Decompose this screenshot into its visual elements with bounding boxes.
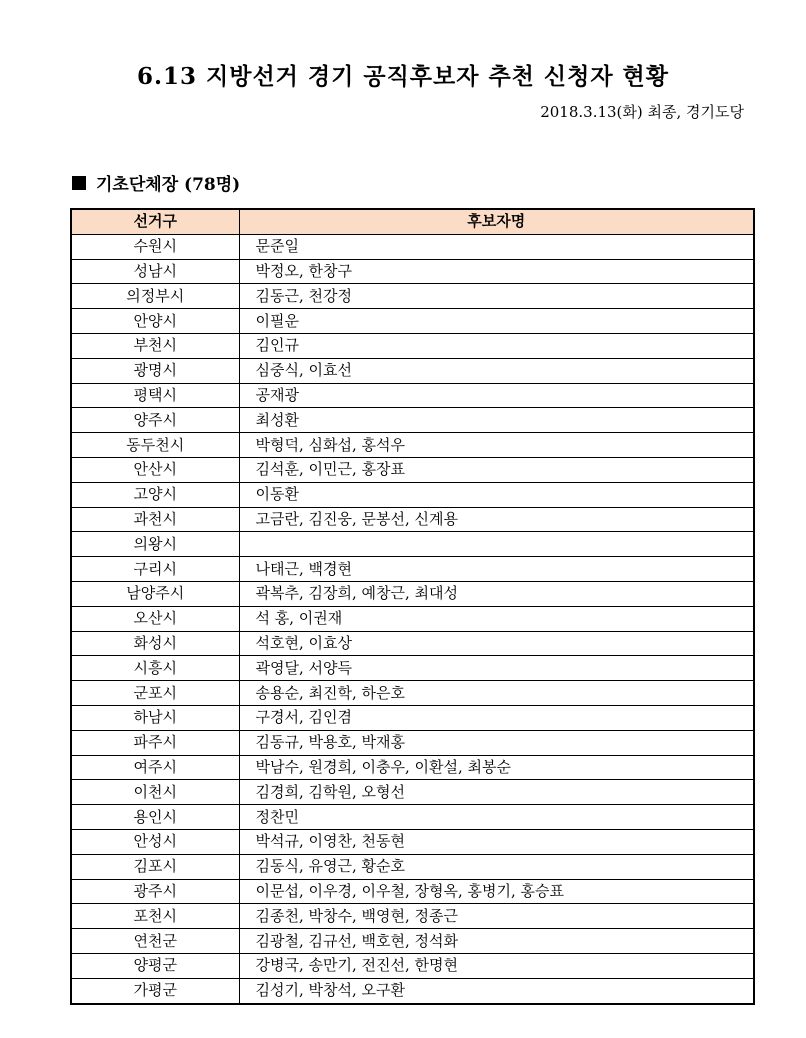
table-row [71, 284, 754, 309]
candidates-cell: 박형덕, 심화섭, 홍석우 [239, 433, 754, 458]
region-cell: 화성시 [71, 631, 239, 656]
black-square-icon [72, 176, 86, 190]
region-cell: 포천시 [71, 904, 239, 929]
candidates-cell: 공재광 [239, 383, 754, 408]
table-row [71, 358, 754, 383]
region-cell: 양주시 [71, 408, 239, 433]
table-row [71, 755, 754, 780]
candidates-cell: 석 홍, 이권재 [239, 606, 754, 631]
table-row [71, 606, 754, 631]
table-row [71, 953, 754, 978]
table-row [71, 978, 754, 1003]
region-cell: 파주시 [71, 730, 239, 755]
table-row [71, 557, 754, 582]
candidates-cell: 문준일 [239, 234, 754, 259]
candidates-cell: 김동근, 천강정 [239, 284, 754, 309]
candidates-cell: 이필운 [239, 309, 754, 334]
region-cell: 안성시 [71, 829, 239, 854]
region-cell: 광명시 [71, 358, 239, 383]
candidates-cell [239, 532, 754, 557]
candidates-cell: 나태근, 백경현 [239, 557, 754, 582]
region-cell: 수원시 [71, 234, 239, 259]
region-cell: 여주시 [71, 755, 239, 780]
candidates-cell: 이문섭, 이우경, 이우철, 장형옥, 홍병기, 홍승표 [239, 879, 754, 904]
table-row [71, 829, 754, 854]
candidates-cell: 김동규, 박용호, 박재홍 [239, 730, 754, 755]
table-row [71, 333, 754, 358]
candidates-cell: 고금란, 김진웅, 문봉선, 신계용 [239, 507, 754, 532]
region-cell: 고양시 [71, 482, 239, 507]
region-cell: 동두천시 [71, 433, 239, 458]
region-cell: 남양주시 [71, 581, 239, 606]
candidates-cell: 김석훈, 이민근, 홍장표 [239, 457, 754, 482]
candidates-cell: 김경희, 김학원, 오형선 [239, 780, 754, 805]
candidate-table [70, 208, 755, 1005]
table-row [71, 309, 754, 334]
table-row [71, 730, 754, 755]
region-cell: 구리시 [71, 557, 239, 582]
section-title: 기초단체장 (78명) [96, 175, 241, 195]
candidates-cell: 구경서, 김인겸 [239, 705, 754, 730]
table-row [71, 854, 754, 879]
table-row [71, 408, 754, 433]
region-cell: 김포시 [71, 854, 239, 879]
header-region: 선거구 [71, 209, 239, 234]
candidates-cell: 김동식, 유영근, 황순호 [239, 854, 754, 879]
table-row [71, 631, 754, 656]
candidates-cell: 곽영달, 서양득 [239, 656, 754, 681]
page-title: 6.13 지방선거 경기 공직후보자 추천 신청자 현황 [137, 63, 669, 90]
candidates-cell: 최성환 [239, 408, 754, 433]
table-row [71, 507, 754, 532]
table-row [71, 879, 754, 904]
header-candidates: 후보자명 [239, 209, 754, 234]
region-cell: 이천시 [71, 780, 239, 805]
table-row [71, 234, 754, 259]
table-row [71, 904, 754, 929]
candidates-cell: 김광철, 김규선, 백호현, 정석화 [239, 929, 754, 954]
region-cell: 과천시 [71, 507, 239, 532]
region-cell: 용인시 [71, 805, 239, 830]
table-row [71, 780, 754, 805]
table-row [71, 433, 754, 458]
region-cell: 평택시 [71, 383, 239, 408]
region-cell: 오산시 [71, 606, 239, 631]
region-cell: 안양시 [71, 309, 239, 334]
candidates-cell: 김인규 [239, 333, 754, 358]
region-cell: 광주시 [71, 879, 239, 904]
table-row [71, 482, 754, 507]
table-row [71, 457, 754, 482]
table-row [71, 705, 754, 730]
section-heading [72, 170, 240, 195]
region-cell: 부천시 [71, 333, 239, 358]
candidates-cell: 송용순, 최진학, 하은호 [239, 681, 754, 706]
date-line: 2018.3.13(화) 최종, 경기도당 [540, 103, 744, 121]
candidates-cell: 곽복추, 김장희, 예창근, 최대성 [239, 581, 754, 606]
candidates-cell: 김종천, 박창수, 백영현, 정종근 [239, 904, 754, 929]
region-cell: 성남시 [71, 259, 239, 284]
table-header-row [71, 209, 754, 234]
table-row [71, 929, 754, 954]
region-cell: 가평군 [71, 978, 239, 1003]
region-cell: 하남시 [71, 705, 239, 730]
table-row [71, 383, 754, 408]
candidates-cell: 강병국, 송만기, 전진선, 한명현 [239, 953, 754, 978]
table-row [71, 805, 754, 830]
region-cell: 양평군 [71, 953, 239, 978]
region-cell: 의정부시 [71, 284, 239, 309]
candidates-cell: 석호현, 이효상 [239, 631, 754, 656]
candidates-cell: 박남수, 원경희, 이충우, 이환설, 최봉순 [239, 755, 754, 780]
region-cell: 군포시 [71, 681, 239, 706]
table-row [71, 259, 754, 284]
candidates-cell: 박석규, 이영찬, 천동현 [239, 829, 754, 854]
table-row [71, 581, 754, 606]
table-row [71, 656, 754, 681]
region-cell: 시흥시 [71, 656, 239, 681]
candidates-cell: 김성기, 박창석, 오구환 [239, 978, 754, 1003]
table-row [71, 532, 754, 557]
region-cell: 의왕시 [71, 532, 239, 557]
candidates-cell: 박정오, 한창구 [239, 259, 754, 284]
candidates-cell: 정찬민 [239, 805, 754, 830]
candidates-cell: 심중식, 이효선 [239, 358, 754, 383]
table-row [71, 681, 754, 706]
candidates-cell: 이동환 [239, 482, 754, 507]
region-cell: 연천군 [71, 929, 239, 954]
region-cell: 안산시 [71, 457, 239, 482]
